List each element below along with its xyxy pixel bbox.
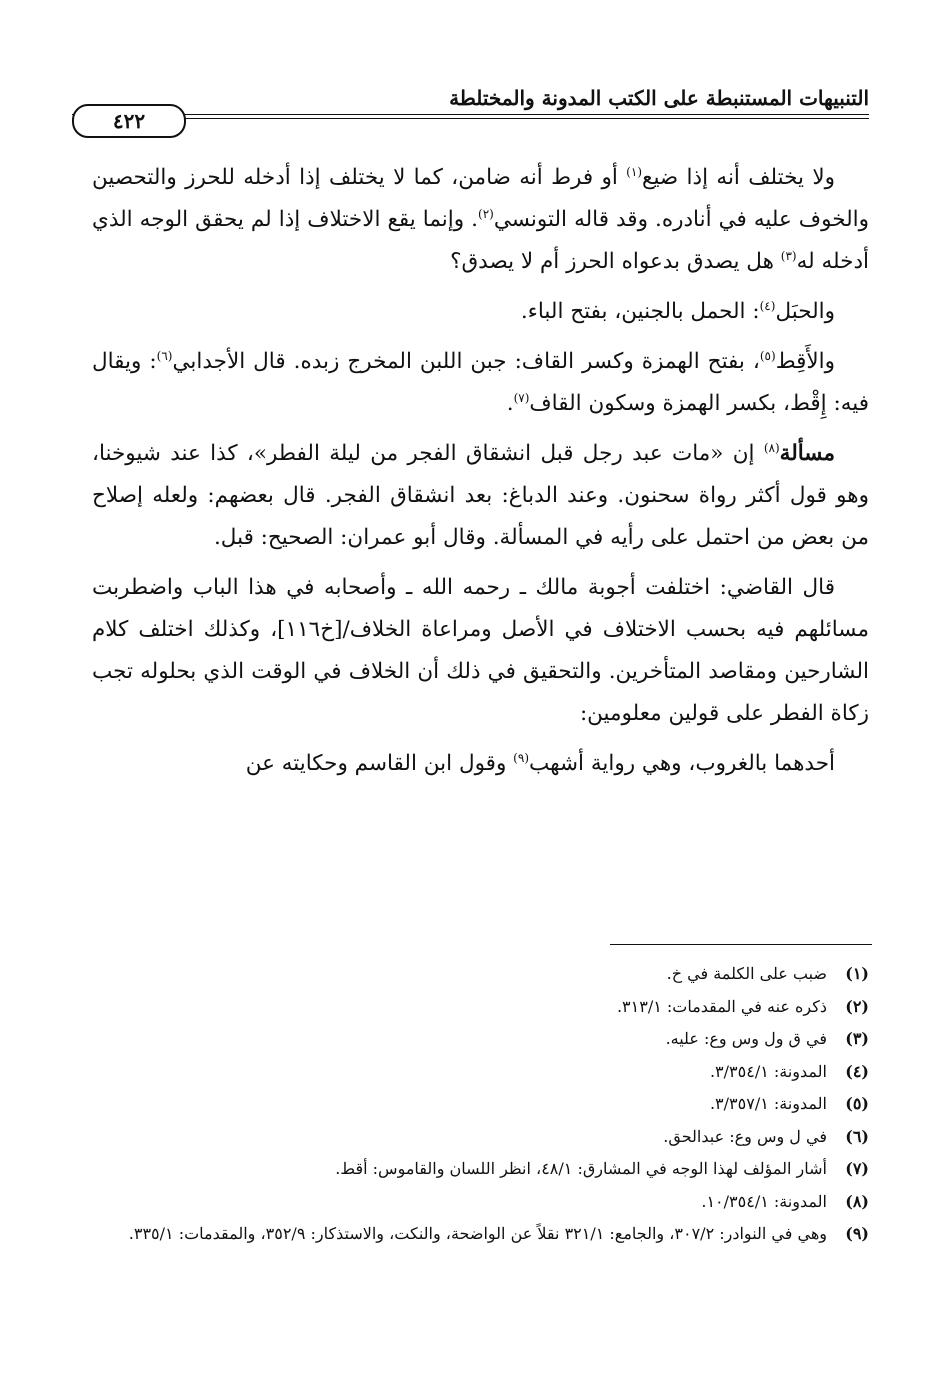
footnote-number: (٧) [845,1159,869,1178]
footnote-ref: (٨) [763,440,780,455]
footnote-ref: (٤) [759,298,776,313]
footnote-text: المدونة: ١٠/٣٥٤/١. [701,1191,827,1211]
footnote-5 [82,1088,869,1121]
footnote-3 [82,1023,869,1056]
footnote-text: ضبب على الكلمة في خ. [666,964,827,983]
footnote-text: المدونة: ٣/٣٥٤/١. [709,1061,827,1081]
paragraph-3 [92,341,869,425]
footnote-number: (٩) [845,1224,869,1243]
issue-label: مسألة [779,441,835,466]
footnote-text: في ق ول وس وع: عليه. [665,1029,827,1048]
footnote-ref: (٧) [513,390,530,405]
footnote-6 [82,1121,869,1154]
text-run: والأَقِط [775,349,835,374]
footnote-ref: (٩) [513,750,529,765]
text-run: : ويقال فيه: إِقْط، بكسر الهمزة وسكون القاف [92,349,869,416]
footnote-ref: (٥) [759,348,776,363]
text-run: وقول ابن القاسم وحكايته عن [245,751,514,776]
text-run: . وإنما يقع الاختلاف إذا لم يحقق الوجه الذي أدخله له [92,207,869,274]
footnote-text: في ل وس وع: عبدالحق. [663,1126,827,1146]
footnote-separator [610,944,872,945]
footnote-ref: (٢) [478,206,494,221]
footnote-4 [82,1056,869,1089]
text-run: قال القاضي: اختلفت أجوبة مالك ـ رحمه الله ـ وأصحابه في هذا الباب واضطربت مسائلهم فيه بحسب الاختلاف في الأصل ومراعاة الخلاف/[خ١١٦]، وكذلك اختلف كلام الشارحين ومقاصد المتأخرين. والتحقيق في ذلك أن الخلاف في الوقت الذي بحلوله تجب زكاة الفطر على قولين معلومين: [92,575,869,726]
text-run: والحبَل [775,299,835,324]
footnote-2 [82,991,869,1024]
text-run: أحدهما بالغروب، وهي رواية أشهب [529,751,835,776]
footnote-9 [82,1218,869,1251]
paragraph-4 [92,433,869,559]
footnote-1 [82,958,869,991]
footnote-ref: (١) [626,164,642,179]
text-run: هل يصدق بدعواه الحرز أم لا يصدق؟ [450,249,781,274]
footnotes [82,958,869,1251]
footnote-8 [82,1186,869,1219]
text-run: إن «مات عبد رجل قبل انشقاق الفجر من ليلة الفطر»، كذا عند شيوخنا، وهو قول أكثر رواة سحنون. وعند الدباغ: بعد انشقاق الفجر. قال بعضهم: ولعله إصلاح من بعض من احتمل على رأيه في المسألة. وقال أبو عمران: الصحيح: قبل. [92,441,869,550]
footnote-text: المدونة: ٣/٣٥٧/١. [709,1094,827,1113]
footnote-text: أشار المؤلف لهذا الوجه في المشارق: ٤٨/١، انظر اللسان والقاموس: أقط. [335,1159,827,1178]
footnote-ref: (٣) [780,248,797,263]
footnote-number: (٣) [845,1029,869,1048]
running-head-title: التنبيهات المستنبطة على الكتب المدونة والمختلطة [449,86,869,110]
text-run: ، بفتح الهمزة وكسر القاف: جبن اللبن المخرج زبده. قال الأجدابي [172,349,760,374]
footnote-number: (٤) [845,1061,869,1081]
text-run: ولا يختلف أنه إذا ضيع [642,165,835,190]
paragraph-6 [92,743,869,785]
footnote-number: (٥) [845,1094,869,1113]
footnote-number: (٢) [845,996,869,1016]
footnote-ref: (٦) [156,348,173,363]
page-number-tail-bottom [185,118,275,119]
paragraph-5 [92,567,869,735]
page-number-tail-top [185,114,275,115]
text-run: : الحمل بالجنين، بفتح الباء. [520,299,760,324]
paragraph-2 [92,291,869,333]
footnote-number: (٦) [845,1126,869,1146]
footnote-number: (٨) [845,1191,869,1211]
text-run: . [506,391,514,416]
footnote-7 [82,1153,869,1186]
footnote-number: (١) [845,964,869,983]
main-text [92,157,869,793]
text-run: أو فرط أنه ضامن، كما لا يختلف إذا أدخله للحرز والتحصين والخوف عليه في أنادره. وقد قاله التونسي [92,165,869,232]
page-number: ٤٢٢ [72,104,186,138]
paragraph-1 [92,157,869,283]
footnote-text: وهي في النوادر: ٣٠٧/٢، والجامع: ٣٢١/١ نقلاً عن الواضحة، والنكت، والاستذكار: ٣٥٢/٩، والمقدمات: ٣٣٥/١. [128,1224,827,1243]
footnote-text: ذكره عنه في المقدمات: ٣١٣/١. [616,996,827,1016]
